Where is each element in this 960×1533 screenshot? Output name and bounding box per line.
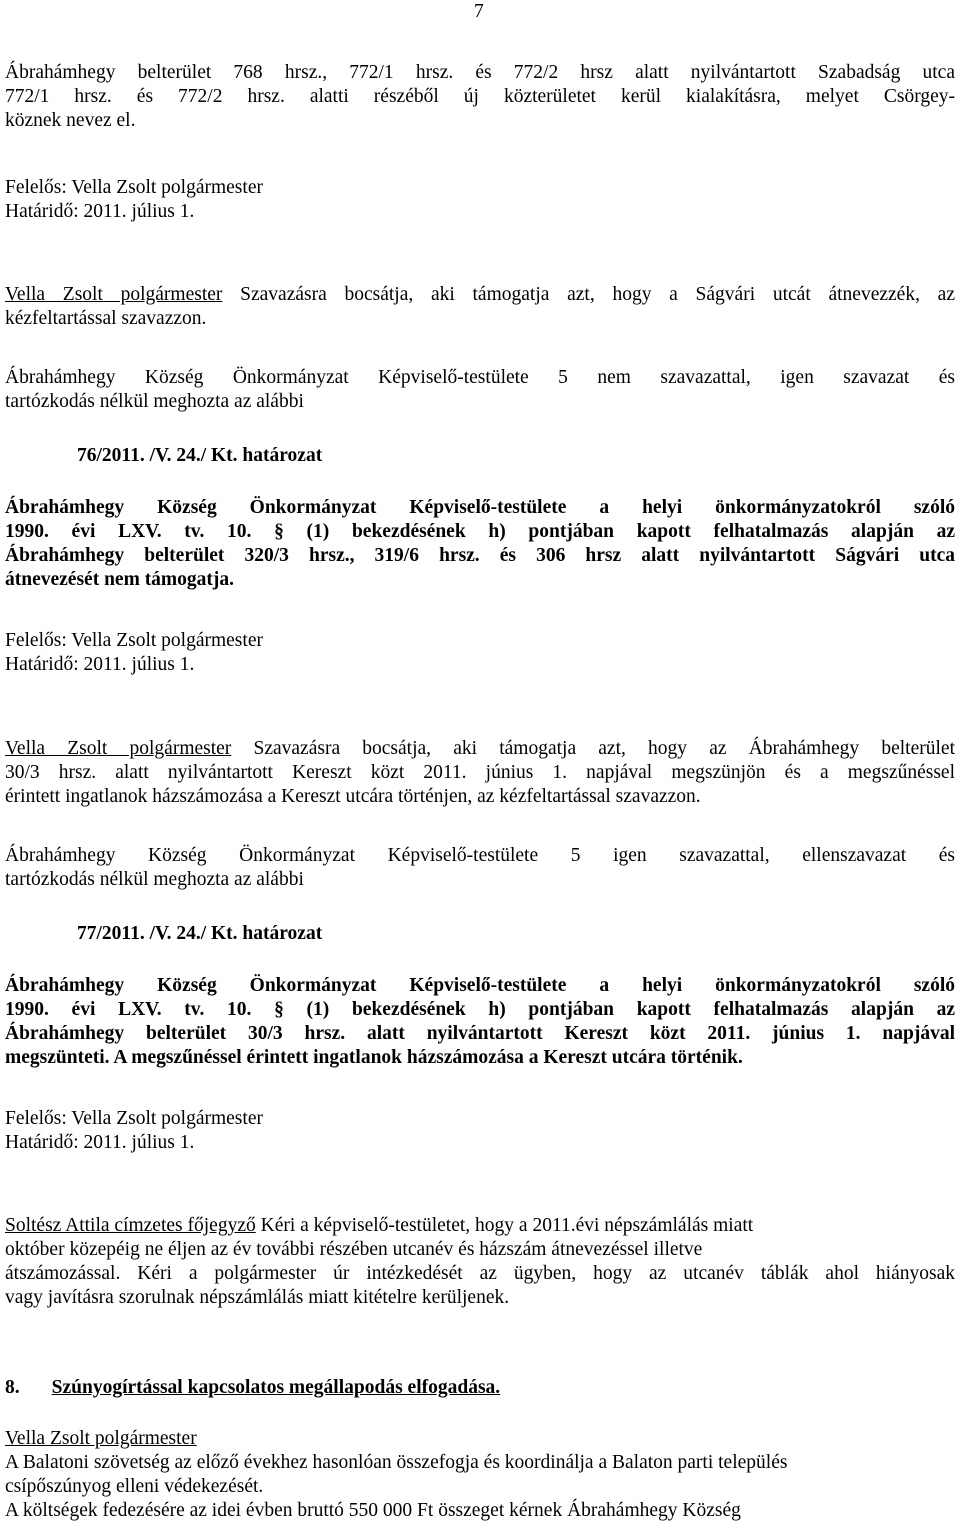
deadline: Határidő: 2011. július 1. xyxy=(5,654,195,675)
text-line: 1990. évi LXV. tv. 10. § (1) bekezdésének h) pontjában kapott felhatalmazás alapján az xyxy=(5,999,955,1020)
page-number: 7 xyxy=(474,1,484,22)
paragraph-vote-result xyxy=(5,844,955,892)
responsible-person: Felelős: Vella Zsolt polgármester xyxy=(5,177,263,198)
text-line: tartózkodás nélkül meghozta az alábbi xyxy=(5,869,304,890)
text-line: átszámozással. Kéri a polgármester úr intézkedését az ügyben, hogy az utcanév táblák ahol hiányosak xyxy=(5,1263,955,1284)
text-line: Ábrahámhegy Község Önkormányzat Képviselő-testülete 5 igen szavazattal, ellenszavazat és xyxy=(5,845,955,866)
paragraph-vote-result xyxy=(5,366,955,414)
text-line: 30/3 hrsz. alatt nyilvántartott Kereszt közt 2011. június 1. napjával megszünjön és a megszűnéssel xyxy=(5,762,955,783)
deadline: Határidő: 2011. július 1. xyxy=(5,1132,195,1153)
responsibility-block xyxy=(5,176,955,224)
text-line: október közepéig ne éljen az év további részében utcanév és házszám átnevezéssel illetve xyxy=(5,1239,703,1260)
resolution-body xyxy=(5,974,955,1070)
text-line: Ábrahámhegy belterület 768 hrsz., 772/1 hrsz. és 772/2 hrsz alatt nyilvántartott Szabadság utca xyxy=(5,62,955,83)
responsible-person: Felelős: Vella Zsolt polgármester xyxy=(5,630,263,651)
resolution-title: 76/2011. /V. 24./ Kt. határozat xyxy=(77,445,323,466)
resolution-body xyxy=(5,496,955,592)
text-line: Ábrahámhegy Község Önkormányzat Képviselő-testülete a helyi önkormányzatokról szóló xyxy=(5,497,955,518)
text-line: 1990. évi LXV. tv. 10. § (1) bekezdésének h) pontjában kapott felhatalmazás alapján az xyxy=(5,521,955,542)
text-line: köznek nevez el. xyxy=(5,110,136,131)
responsibility-block xyxy=(5,1107,955,1155)
paragraph-street-naming xyxy=(5,61,955,133)
text-line: A költségek fedezésére az idei évben bruttó 550 000 Ft összeget kérnek Ábrahámhegy Község xyxy=(5,1500,741,1521)
text-fragment: Szavazásra bocsátja, aki támogatja azt, hogy a Ságvári utcát átnevezzék, az xyxy=(222,284,955,305)
text-line: vagy javításra szorulnak népszámlálás miatt kitételre kerüljenek. xyxy=(5,1287,510,1308)
section-title: Szúnyogírtással kapcsolatos megállapodás elfogadása. xyxy=(51,1377,501,1398)
text-line: megszünteti. A megszűnéssel érintett ingatlanok házszámozása a Kereszt utcára történik. xyxy=(5,1047,743,1068)
speaker-name: Soltész Attila címzetes főjegyző xyxy=(5,1215,256,1236)
text-line: átnevezését nem támogatja. xyxy=(5,569,235,590)
text-line: kézfeltartással szavazzon. xyxy=(5,308,207,329)
text-line: érintett ingatlanok házszámozása a Kereszt utcára történjen, az kézfeltartással szavazzon. xyxy=(5,786,701,807)
text-line: Ábrahámhegy Község Önkormányzat Képviselő-testülete a helyi önkormányzatokról szóló xyxy=(5,975,955,996)
text-line: tartózkodás nélkül meghozta az alábbi xyxy=(5,391,304,412)
text-fragment: Kéri a képviselő-testületet, hogy a 2011.évi népszámlálás miatt xyxy=(255,1215,754,1236)
text-line: Ábrahámhegy belterület 320/3 hrsz., 319/6 hrsz. és 306 hrsz alatt nyilvántartott Ságvári utca xyxy=(5,545,955,566)
text-line: 772/1 hrsz. és 772/2 hrsz. alatti részéből új közterületet kerül kialakításra, melyet Csörgey- xyxy=(5,86,955,107)
section-number: 8. xyxy=(5,1377,20,1398)
speaker-name: Vella Zsolt polgármester xyxy=(5,284,223,305)
responsibility-block xyxy=(5,629,955,677)
text-line: Ábrahámhegy Község Önkormányzat Képviselő-testülete 5 nem szavazattal, igen szavazat és xyxy=(5,367,955,388)
deadline: Határidő: 2011. július 1. xyxy=(5,201,195,222)
section-heading xyxy=(5,1376,955,1400)
resolution-title: 77/2011. /V. 24./ Kt. határozat xyxy=(77,923,323,944)
paragraph-vote-proposal xyxy=(5,283,955,331)
text-line: csípőszúnyog elleni védekezését. xyxy=(5,1476,264,1497)
paragraph-vote-proposal xyxy=(5,737,955,809)
speaker-name: Vella Zsolt polgármester xyxy=(5,738,232,759)
paragraph-notary xyxy=(5,1214,955,1310)
speaker-name: Vella Zsolt polgármester xyxy=(5,1428,197,1449)
responsible-person: Felelős: Vella Zsolt polgármester xyxy=(5,1108,263,1129)
paragraph-mosquito-control xyxy=(5,1427,955,1523)
text-line: Ábrahámhegy belterület 30/3 hrsz. alatt nyilvántartott Kereszt közt 2011. június 1. napjával xyxy=(5,1023,955,1044)
text-line: A Balatoni szövetség az előző évekhez hasonlóan összefogja és koordinálja a Balaton parti település xyxy=(5,1452,788,1473)
text-fragment: Szavazásra bocsátja, aki támogatja azt, hogy az Ábrahámhegy belterület xyxy=(231,738,955,759)
